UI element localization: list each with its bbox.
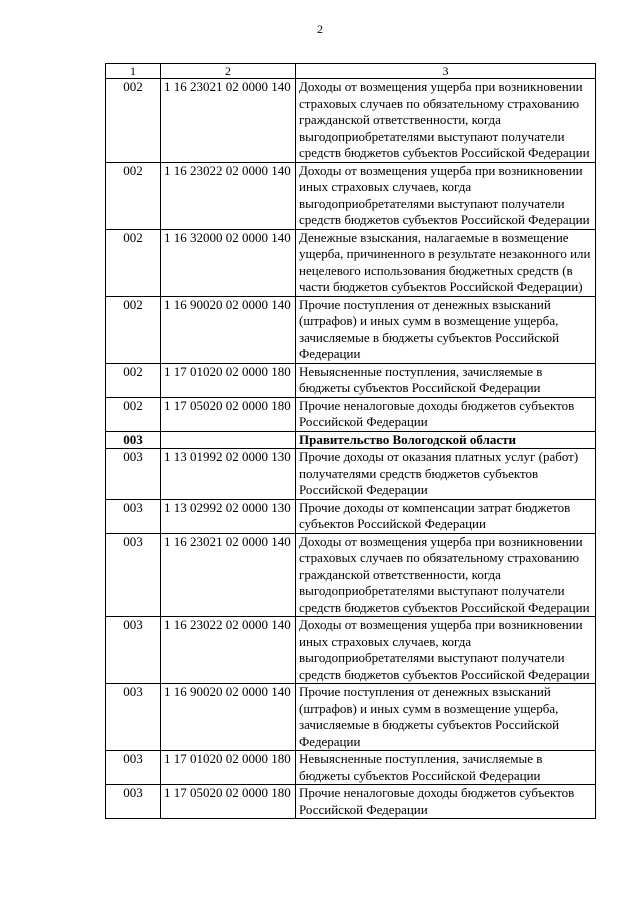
description-line: Невыясненные поступления, зачисляемые в [299,751,543,766]
description-line: Доходы от возмещения ущерба при возникновении [299,617,583,632]
table-row [106,162,596,229]
description-line: нецелевого использования бюджетных средств (в [299,262,573,278]
description-cell [296,785,596,819]
description-cell [296,499,596,533]
description-line: субъектов Российской Федерации [299,516,486,531]
description-line: Российской Федерации [299,482,428,497]
description-line: Правительство Вологодской области [299,431,517,447]
revenue-code-cell: 1 16 90020 02 0000 140 [161,296,296,363]
table-row [106,296,596,363]
description-line: Прочие поступления от денежных взысканий [299,296,551,312]
admin-code-cell: 002 [106,397,161,431]
revenue-code-cell: 1 16 23021 02 0000 140 [161,533,296,617]
admin-code-cell: 003 [106,684,161,751]
description-line: Прочие доходы от оказания платных услуг (работ) [299,449,579,464]
page-number: 2 [317,22,323,36]
table-row [106,449,596,500]
description-line: средств бюджетов субъектов Российской Федерации [299,666,590,682]
description-line: гражданской ответственности, когда [299,112,501,127]
description-line: Прочие доходы от компенсации затрат бюджетов [299,499,571,515]
description-line: Доходы от возмещения ущерба при возникновении [299,162,583,178]
revenue-codes-table [105,63,596,819]
revenue-code-cell [161,431,296,449]
description-line: Прочие неналоговые доходы бюджетов субъектов [299,785,575,800]
description-line: средств бюджетов субъектов Российской Федерации [299,212,590,227]
description-line: Российской Федерации [299,414,428,429]
revenue-code-cell: 1 16 90020 02 0000 140 [161,684,296,751]
description-line: получателями средств бюджетов субъектов [299,465,539,481]
description-line: части бюджетов субъектов Российской Федерации) [299,279,583,294]
table-row [106,363,596,397]
description-line: выгодоприобретателями выступают получатели [299,583,565,598]
description-line: иных страховых случаев, когда [299,179,472,194]
description-line: зачисляемые в бюджеты субъектов Российской [299,329,560,345]
description-cell [296,162,596,229]
description-line: средств бюджетов субъектов Российской Федерации [299,599,590,615]
description-line: Доходы от возмещения ущерба при возникновении [299,79,583,94]
header-cell-1: 1 [106,64,161,79]
description-cell [296,617,596,684]
description-line: (штрафов) и иных сумм в возмещение ущерба, [299,700,559,716]
description-cell [296,533,596,617]
header-cell-3: 3 [296,64,596,79]
admin-code-cell: 003 [106,785,161,819]
admin-code-cell: 003 [106,533,161,617]
description-line: страховых случаев по обязательному страхованию [299,550,580,565]
table-row [106,397,596,431]
description-line: зачисляемые в бюджеты субъектов Российской [299,717,560,732]
admin-code-cell: 003 [106,617,161,684]
description-line: Российской Федерации [299,801,428,817]
admin-code-cell: 003 [106,431,161,449]
table-row [106,79,596,163]
description-cell [296,296,596,363]
description-line: бюджеты субъектов Российской Федерации [299,767,541,783]
admin-code-cell: 002 [106,162,161,229]
description-line: страховых случаев по обязательному страхованию [299,95,580,111]
table-row [106,751,596,785]
revenue-code-cell: 1 13 02992 02 0000 130 [161,499,296,533]
revenue-code-cell: 1 17 01020 02 0000 180 [161,751,296,785]
description-line: Невыясненные поступления, зачисляемые в [299,363,543,379]
revenue-code-cell: 1 16 23022 02 0000 140 [161,617,296,684]
header-cell-2: 2 [161,64,296,79]
description-line: Федерации [299,346,361,361]
description-cell [296,431,596,449]
admin-code-cell: 002 [106,79,161,163]
revenue-code-cell: 1 17 05020 02 0000 180 [161,397,296,431]
table-row [106,229,596,296]
table-row [106,785,596,819]
description-line: бюджеты субъектов Российской Федерации [299,380,541,395]
description-cell [296,79,596,163]
description-cell [296,397,596,431]
description-line: выгодоприобретателями выступают получатели [299,650,565,665]
table-row [106,617,596,684]
description-line: (штрафов) и иных сумм в возмещение ущерба, [299,313,559,328]
description-line: Прочие неналоговые доходы бюджетов субъектов [299,397,575,413]
description-cell [296,751,596,785]
revenue-code-cell: 1 16 23022 02 0000 140 [161,162,296,229]
table-row [106,533,596,617]
description-line: гражданской ответственности, когда [299,566,501,582]
description-line: выгодоприобретателями выступают получатели [299,128,565,144]
description-line: ущерба, причиненного в результате незаконного или [299,246,591,261]
description-line: Федерации [299,733,361,749]
admin-code-cell: 003 [106,751,161,785]
description-line: Прочие поступления от денежных взысканий [299,684,551,699]
admin-code-cell: 002 [106,296,161,363]
description-line: иных страховых случаев, когда [299,633,472,649]
admin-code-cell: 002 [106,229,161,296]
admin-code-cell: 002 [106,363,161,397]
description-line: Денежные взыскания, налагаемые в возмещение [299,229,569,245]
table-row [106,684,596,751]
section-header-row [106,431,596,449]
description-cell [296,363,596,397]
admin-code-cell: 003 [106,449,161,500]
description-line: Доходы от возмещения ущерба при возникновении [299,533,583,549]
revenue-code-cell: 1 17 05020 02 0000 180 [161,785,296,819]
description-cell [296,684,596,751]
revenue-code-cell: 1 17 01020 02 0000 180 [161,363,296,397]
revenue-code-cell: 1 16 23021 02 0000 140 [161,79,296,163]
revenue-code-cell: 1 13 01992 02 0000 130 [161,449,296,500]
description-cell [296,449,596,500]
revenue-code-cell: 1 16 32000 02 0000 140 [161,229,296,296]
description-line: выгодоприобретателями выступают получатели [299,195,565,211]
table-row [106,499,596,533]
table-body [106,79,596,819]
description-cell [296,229,596,296]
description-line: средств бюджетов субъектов Российской Федерации [299,145,590,160]
admin-code-cell: 003 [106,499,161,533]
table-header-row [106,64,596,79]
